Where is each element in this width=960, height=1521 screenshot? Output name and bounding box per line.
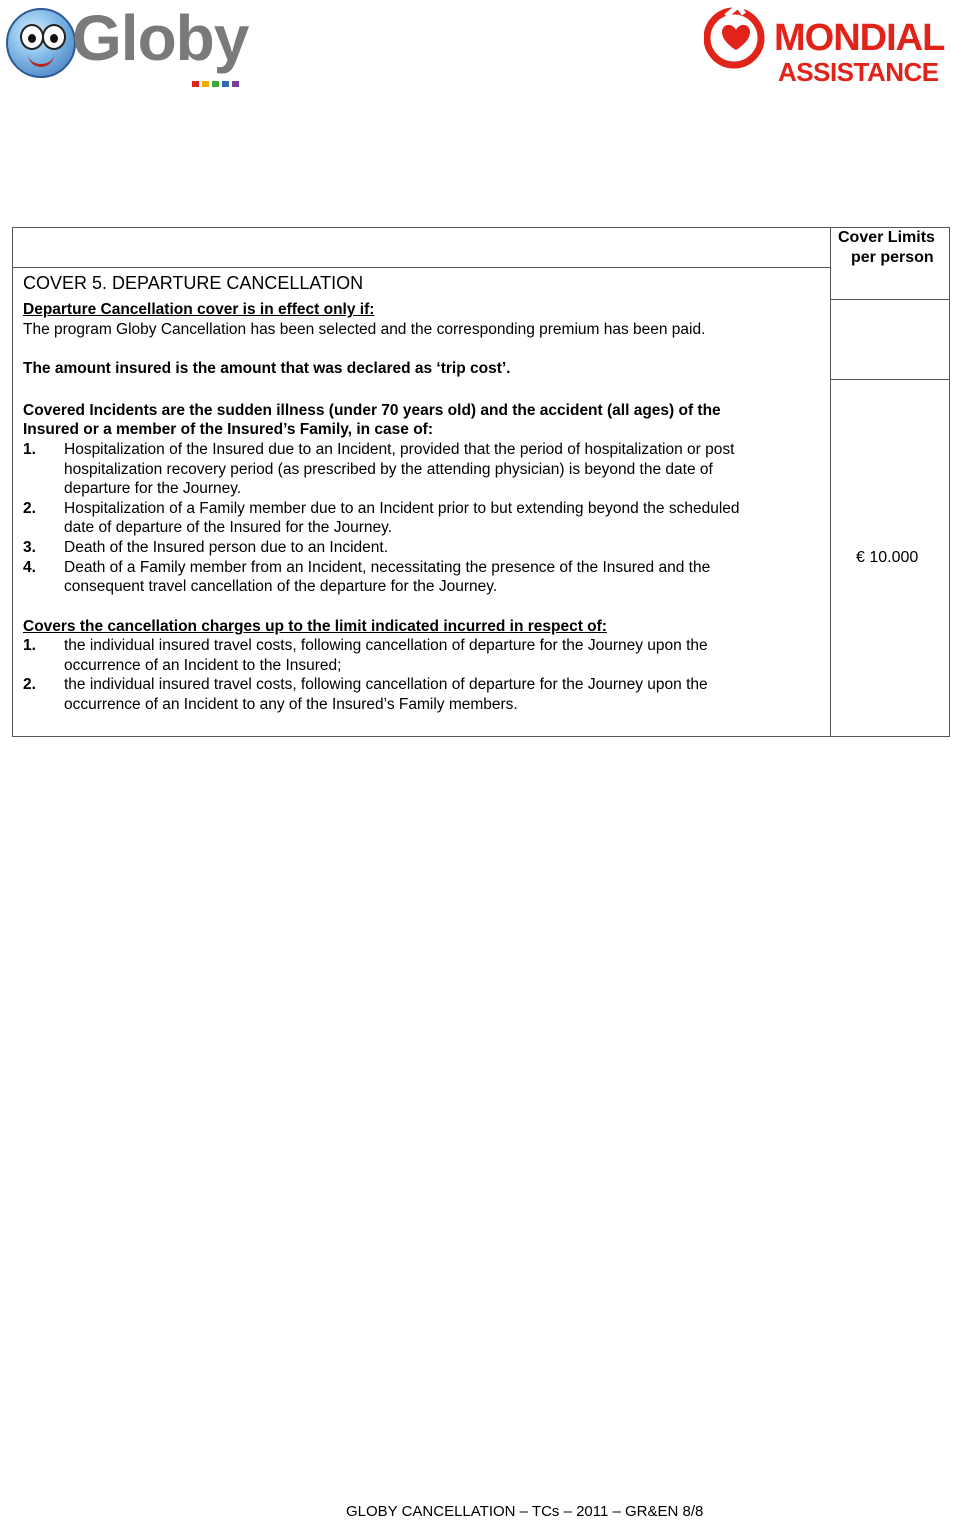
list-item-number: 4. bbox=[23, 559, 36, 576]
condition-heading: Departure Cancellation cover is in effect only if: bbox=[23, 301, 375, 318]
list-item: the individual insured travel costs, following cancellation of departure for the Journey upon the bbox=[64, 637, 708, 654]
mondial-heart-icon bbox=[704, 6, 768, 70]
list-item-number: 1. bbox=[23, 637, 36, 654]
list-item: occurrence of an Incident to any of the Insured’s Family members. bbox=[64, 696, 518, 713]
globy-logo bbox=[6, 2, 266, 82]
row-divider bbox=[831, 379, 949, 380]
globy-color-dots bbox=[192, 74, 242, 92]
list-item: Hospitalization of a Family member due to an Incident prior to but extending beyond the scheduled bbox=[64, 500, 740, 517]
cover-table bbox=[12, 227, 950, 737]
incidents-intro: Insured or a member of the Insured’s Family, in case of: bbox=[23, 421, 433, 438]
list-item-number: 3. bbox=[23, 539, 36, 556]
globy-mascot-icon bbox=[6, 8, 76, 78]
list-item-number: 2. bbox=[23, 500, 36, 517]
column-divider bbox=[830, 228, 831, 736]
assistance-wordmark: ASSISTANCE bbox=[778, 57, 939, 87]
list-item-number: 1. bbox=[23, 441, 36, 458]
row-divider bbox=[13, 267, 831, 268]
list-item: the individual insured travel costs, following cancellation of departure for the Journey upon the bbox=[64, 676, 708, 693]
amount-insured-text: The amount insured is the amount that was declared as ‘trip cost’. bbox=[23, 360, 511, 377]
mondial-assistance-logo bbox=[702, 4, 960, 87]
cover-title: COVER 5. DEPARTURE CANCELLATION bbox=[23, 273, 364, 293]
globy-wordmark: Globy bbox=[72, 2, 249, 74]
list-item: Hospitalization of the Insured due to an Incident, provided that the period of hospitalization or post bbox=[64, 441, 735, 458]
limit-value: € 10.000 bbox=[856, 549, 919, 566]
charges-heading: Covers the cancellation charges up to the limit indicated incurred in respect of: bbox=[23, 618, 607, 635]
list-item: consequent travel cancellation of the departure for the Journey. bbox=[64, 578, 498, 595]
list-item: departure for the Journey. bbox=[64, 480, 242, 497]
incidents-intro: Covered Incidents are the sudden illness (under 70 years old) and the accident (all ages) of the bbox=[23, 402, 721, 419]
list-item-number: 2. bbox=[23, 676, 36, 693]
row-divider bbox=[831, 299, 949, 300]
mondial-wordmark: MONDIAL bbox=[774, 17, 945, 59]
list-item: hospitalization recovery period (as prescribed by the attending physician) is beyond the date of bbox=[64, 461, 713, 478]
page-footer: GLOBY CANCELLATION – TCs – 2011 – GR&EN 8/8 bbox=[346, 1503, 704, 1520]
condition-text: The program Globy Cancellation has been selected and the corresponding premium has been paid. bbox=[23, 321, 706, 338]
list-item: occurrence of an Incident to the Insured; bbox=[64, 657, 342, 674]
list-item: date of departure of the Insured for the Journey. bbox=[64, 519, 393, 536]
list-item: Death of a Family member from an Incident, necessitating the presence of the Insured and the bbox=[64, 559, 711, 576]
list-item: Death of the Insured person due to an Incident. bbox=[64, 539, 389, 556]
limits-header-line1: Cover Limits bbox=[838, 229, 935, 246]
limits-header-line2: per person bbox=[851, 249, 934, 266]
